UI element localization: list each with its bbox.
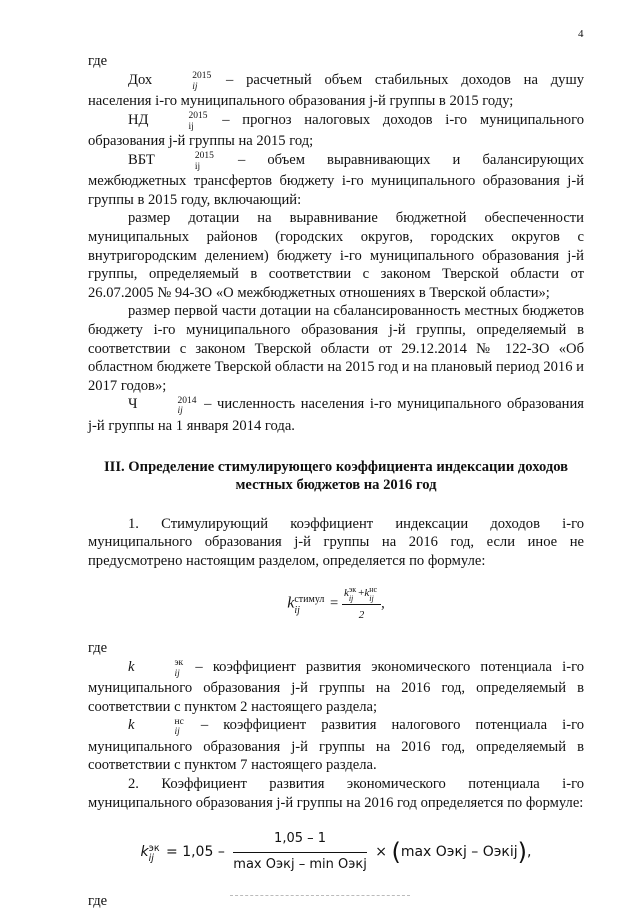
definition-ch-text: – численность населения i-го муниципального образования j-й группы на 1 января 2014 года. bbox=[88, 396, 584, 434]
paragraph-2: 2. Коэффициент развития экономического потенциала i-го муниципального образования j-й группы на 2016 год определяется по формуле: bbox=[88, 776, 584, 811]
term-ch-indices: 2014 ij bbox=[177, 395, 197, 417]
formula-stimul-fraction: k эк ij +k нс ij 2 bbox=[342, 584, 381, 625]
term-nd-indices: 2015 ij bbox=[188, 111, 208, 132]
paragraph-1: 1. Стимулирующий коэффициент индексации доходов i-го муниципального образования j-й группы на 2016 год, если иное не предусмотрено настоящим разделом, определяется по формуле: bbox=[88, 515, 584, 569]
vbt-item-balance: размер первой части дотации на сбалансированность местных бюджетов бюджету i-го муниципального образования j-й группы, определяемый в соответствии с законом Тверской области от 29.12.2014 № 122-ЗО «Об областном бюджете Тверской области на 2015 год и на плановый период 2016 и 2017 годов»; bbox=[88, 303, 584, 394]
definition-dokh bbox=[88, 71, 584, 111]
where-label-2: где bbox=[88, 640, 108, 657]
term-nd: НД bbox=[128, 111, 149, 128]
definition-k-ns bbox=[88, 716, 584, 775]
term-k-ek: k bbox=[128, 658, 135, 675]
vbt-item-equalization: размер дотации на выравнивание бюджетной обеспеченности муниципальных районов (городских округов, городских округов с внутригородским делением) бюджету i-го муниципального образования j-й группы, определяемый в соответствии с законом Тверской области от 26.07.2005 № 94-ЗО «О межбюджетных отношениях в Тверской области»; bbox=[88, 210, 584, 301]
definition-k-ns-text: – коэффициент развития налогового потенциала i-го муниципального образования j-й группы на 2016 год, определяемый в соответствии с пунктом 7 настоящего раздела. bbox=[88, 717, 584, 774]
definition-nd-text: – прогноз налоговых доходов i-го муниципального образования j-й группы на 2015 год; bbox=[88, 111, 584, 150]
term-k-ns: k bbox=[128, 717, 135, 734]
section-title: III. Определение стимулирующего коэффициента индексации доходов местных бюджетов на 2016 год bbox=[103, 458, 569, 494]
definition-k-ek bbox=[88, 658, 584, 717]
formula-stimul: k стимул ij = k эк ij +k нс ij 2 , bbox=[88, 584, 584, 625]
definition-dokh-text: – расчетный объем стабильных доходов на душу населения i-го муниципального образования j-й группы в 2015 году; bbox=[88, 71, 584, 110]
term-k-ns-indices: нс ij bbox=[174, 716, 184, 738]
term-k-ek-indices: эк ij bbox=[174, 658, 184, 679]
term-dokh-indices: 2015 ij bbox=[192, 71, 212, 92]
document-body bbox=[88, 52, 584, 911]
term-vbt-indices: 2015 ij bbox=[194, 151, 214, 172]
definition-vbt-text: – объем выравнивающих и балансирующих межбюджетных трансфертов бюджету i-го муниципального образования j-й группы в 2015 году, включающий: bbox=[88, 151, 584, 208]
where-label: где bbox=[88, 53, 108, 69]
footer-divider bbox=[230, 895, 410, 896]
definition-vbt bbox=[88, 151, 584, 210]
formula-k-ek-fraction: $\frac{1,05 - 1}{\text{max Оэкj – min Оэкj}}$ bbox=[233, 831, 367, 872]
term-ch: Ч bbox=[128, 396, 138, 413]
definition-nd bbox=[88, 111, 584, 151]
formula-k-ek: k эк ij = 1,05 – $\frac{1,05 - 1}{\text{max Оэкj – min Оэкj}}$ × (max Оэкj – Оэкij), bbox=[88, 830, 584, 874]
term-dokh: Дох bbox=[128, 71, 153, 88]
definition-k-ek-text: – коэффициент развития экономического потенциала i-го муниципального образования j-й группы на 2016 год, определяемый в соответствии с пунктом 2 настоящего раздела; bbox=[88, 658, 584, 715]
page-number: 4 bbox=[578, 28, 584, 40]
definition-ch bbox=[88, 395, 584, 435]
term-vbt: ВБТ bbox=[128, 151, 155, 168]
where-label-3: где bbox=[88, 893, 108, 910]
